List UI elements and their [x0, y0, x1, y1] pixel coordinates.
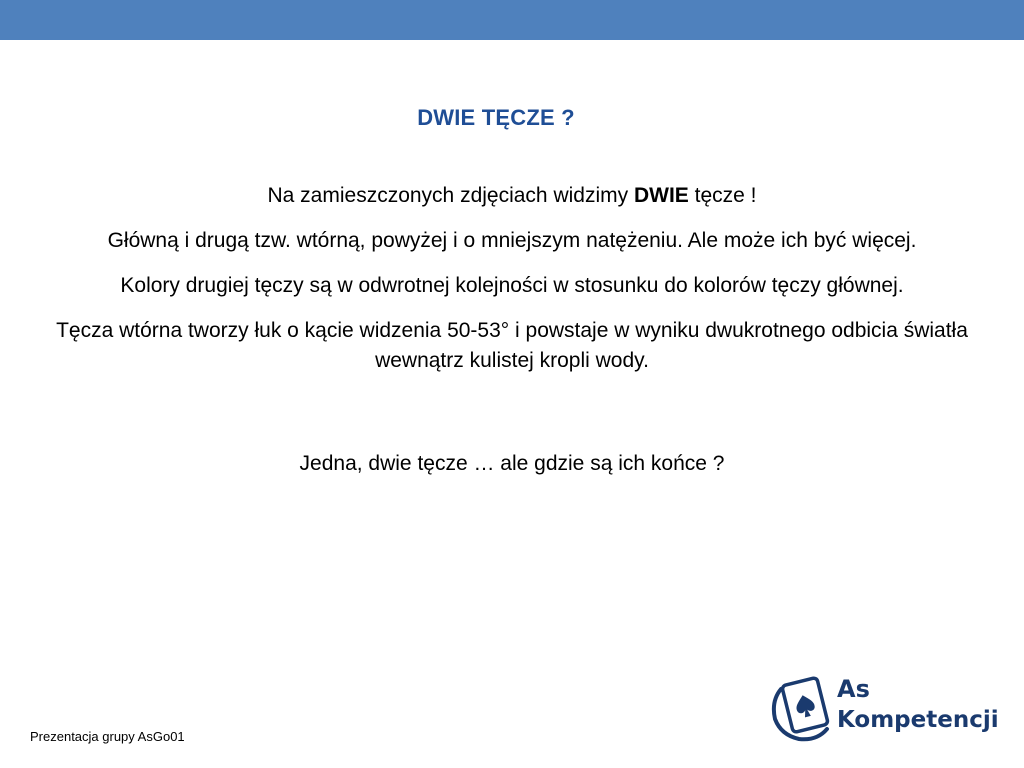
paragraph-colors: Kolory drugiej tęczy są w odwrotnej kolejności w stosunku do kolorów tęczy głównej.	[120, 274, 904, 297]
slide-title: DWIE TĘCZE ?	[417, 105, 575, 130]
logo-text-as: As	[837, 675, 870, 703]
paragraph-intro	[40, 181, 984, 211]
footer-text: Prezentacja grupy AsGo01	[30, 729, 185, 744]
slide-content	[40, 181, 984, 494]
paragraph-intro-end: tęcze !	[688, 184, 757, 207]
logo	[769, 671, 999, 743]
logo-text-kompetencji: Kompetencji	[837, 707, 999, 733]
paragraph-angle: Tęcza wtórna tworzy łuk o kącie widzenia 50-53° i powstaje w wyniku dwukrotnego odbicia światła wewnątrz kulistej kropli wody.	[56, 319, 968, 372]
paragraph-intro-start: Na zamieszczonych zdjęciach widzimy	[267, 184, 634, 207]
top-bar	[0, 0, 1024, 40]
spade-card-icon	[769, 671, 835, 743]
paragraph-secondary-rainbow: Główną i drugą tzw. wtórną, powyżej i o mniejszym natężeniu. Ale może ich być więcej.	[107, 229, 917, 252]
paragraph-question: Jedna, dwie tęcze … ale gdzie są ich końce ?	[299, 452, 725, 475]
paragraph-intro-bold: DWIE	[633, 184, 689, 207]
